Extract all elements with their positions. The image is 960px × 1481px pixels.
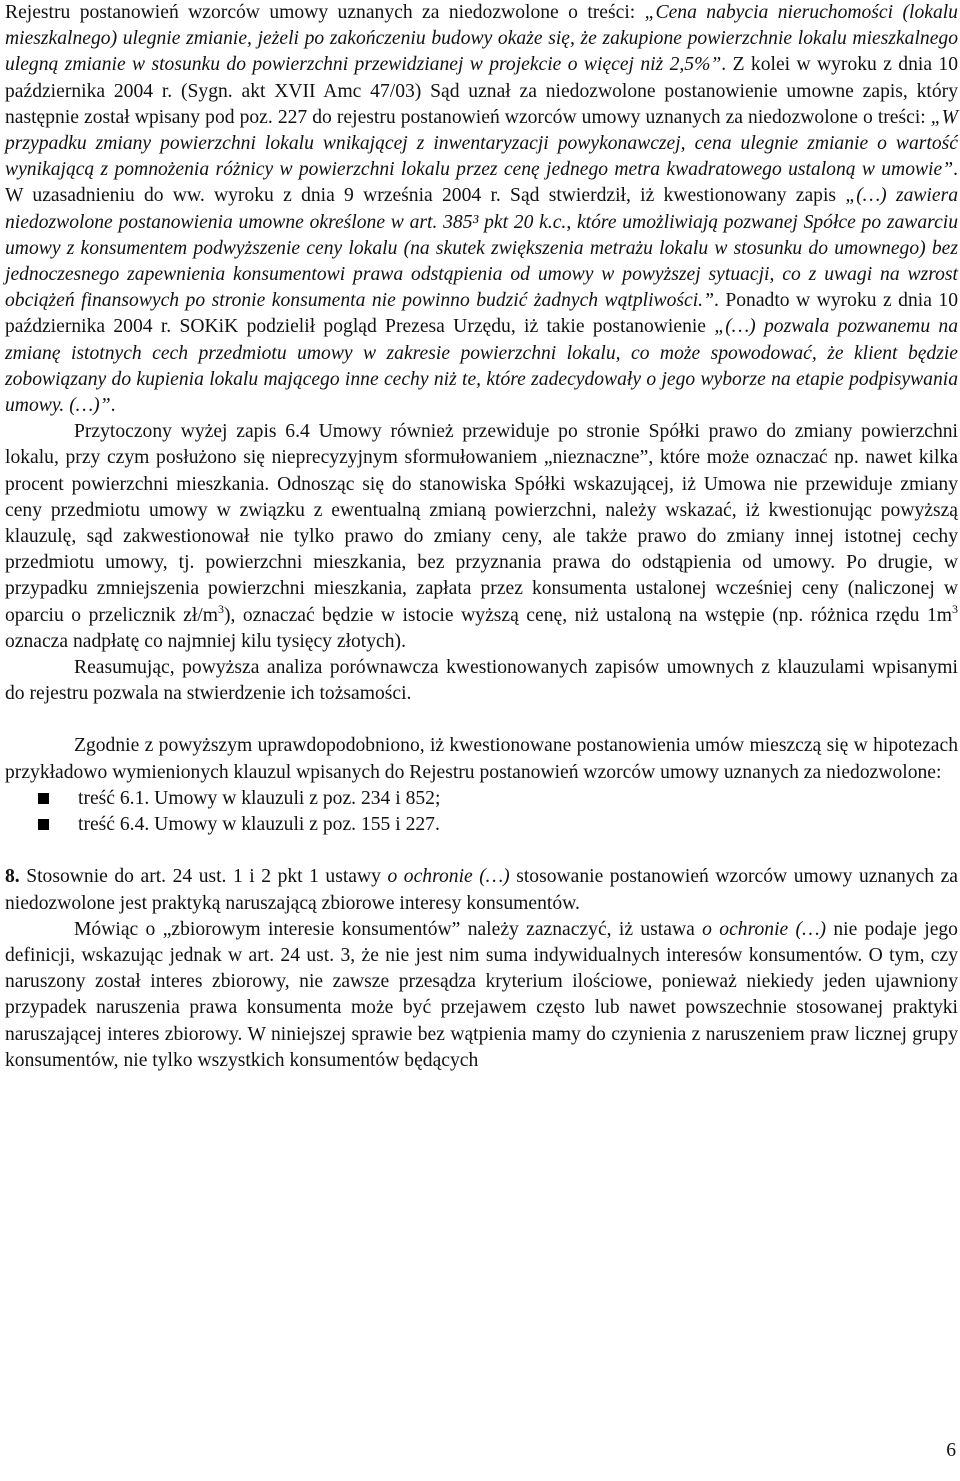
spacer bbox=[5, 707, 958, 733]
text-run: . bbox=[110, 395, 116, 417]
page-number: 6 bbox=[946, 1440, 956, 1461]
text-run: . W uzasadnieniu do ww. wyroku z dnia 9 września 2004 r. Sąd stwierdził, iż kwestionowany zapis bbox=[5, 159, 958, 207]
clause-text: treść 6.1. Umowy w klauzuli z poz. 234 i 852; bbox=[78, 787, 441, 809]
text-run: , bbox=[566, 211, 577, 233]
italic-text: o ochronie (…) bbox=[387, 866, 510, 888]
italic-text: „W przypadku zmiany powierzchni lokalu wnikającej z inwentaryzacji powykonawczej, cena ulegnie zmianie o wartość wynikającą z pomnożenia różnicy w powierzchni lokalu przez cenę jednego metra kwadratowego ustaloną w umowie” bbox=[5, 106, 958, 181]
italic-text: „(…) pozwala pozwanemu na zmianę istotnych cech przedmiotu umowy w zakresie powierzchni lokalu, co może spowodować, że klient będzie zobowiązany do kupienia lokalu mającego inne cechy niż te, które zadecydowały o jego wyborze na etapie podpisywania umowy. (…)” bbox=[5, 316, 959, 417]
clause-list bbox=[5, 786, 958, 838]
text-run: nie podaje jego definicji, wskazując jednak w art. 24 ust. 3, że nie jest nim suma indywidualnych interesów konsumentów. O tym, czy naruszony został interes zbiorowy, nie zawsze przesądza kryterium ilościowe, ponieważ niekiedy jeden ujawniony przypadek naruszenia prawa konsumenta może być przejawem często lub nawet powszechnie stosowanej praktyki naruszającej interes zbiorowy. W niniejszej sprawie bez wątpienia mamy do czynienia z naruszeniem praw licznej grupy konsumentów, nie tylko wszystkich konsumentów będących bbox=[5, 918, 958, 1071]
superscript: 3 bbox=[952, 601, 958, 616]
superscript: 3 bbox=[217, 601, 224, 616]
italic-text: „(…) zawiera niedozwolone postanowienia umowne określone w art. 385³ pkt 20 k.c. bbox=[5, 185, 958, 233]
text-run: Stosownie do art. 24 ust. 1 i 2 pkt 1 ustawy bbox=[19, 866, 388, 888]
paragraph-zgodnie: Zgodnie z powyższym uprawdopodobniono, iż kwestionowane postanowienia umów mieszczą się w hipotezach przykładowo wymienionych klauzul wpisanych do Rejestru postanowień wzorców umowy uznanych za niedozwolone: bbox=[5, 735, 958, 783]
text-run: . Ponadto w wyroku z dnia 10 października 2004 r. SOKiK podzielił pogląd Prezesa Urzędu, iż takie postanowienie bbox=[5, 290, 958, 338]
clause-text: treść 6.4. Umowy w klauzuli z poz. 155 i 227. bbox=[78, 814, 440, 836]
text-run: Mówiąc o „zbiorowym interesie konsumentów” należy zaznaczyć, iż ustawa bbox=[74, 918, 703, 940]
text-run: stosowanie postanowień wzorców umowy uznanych za niedozwolone jest praktyką naruszającą zbiorowe interesy konsumentów. bbox=[5, 866, 958, 914]
italic-text: które umożliwiają pozwanej Spółce po zawarciu umowy z konsumentem podwyższenie ceny lokalu (na skutek zwiększenia metrażu lokalu w stosunku do umownego) bez jednoczesnego zapewnienia konsumentowi prawa odstąpienia od umowy w powyższej sytuacji, co z uwagi na wzrost obciążeń finansowych po stronie konsumenta nie powinno budzić żadnych wątpliwości.” bbox=[5, 211, 959, 312]
paragraph-zbiorowy-interes bbox=[5, 917, 958, 1074]
italic-text: o ochronie (…) bbox=[702, 918, 827, 940]
clause-list-item bbox=[5, 786, 958, 812]
section-8-text bbox=[5, 866, 958, 913]
text-run: Rejestru postanowień wzorców umowy uznanych za niedozwolone o treści: bbox=[5, 2, 645, 23]
italic-text: „Cena nabycia nieruchomości (lokalu mieszkalnego) ulegnie zmianie, jeżeli po zakończeniu budowy okaże się, że zakupione powierzchnie lokalu mieszkalnego ulegną zmianie w stosunku do powierzchni przewidzianej w projekcie o więcej niż 2,5%” bbox=[5, 2, 958, 76]
paragraph-reasumujac: Reasumując, powyższa analiza porównawcza kwestionowanych zapisów umownych z klauzulami wpisanymi do rejestru pozwala na stwierdzenie ich tożsamości. bbox=[5, 657, 958, 705]
spacer bbox=[5, 838, 958, 864]
section-number: 8. bbox=[5, 866, 20, 888]
paragraph-zapis-6-4 bbox=[5, 419, 958, 655]
clause-list-item bbox=[5, 812, 958, 838]
text-run: oznacza nadpłatę co najmniej kilu tysięcy złotych). bbox=[5, 630, 406, 652]
paragraph-rejestr bbox=[5, 0, 958, 419]
text-run: . Z kolei w wyroku z dnia 10 października 2004 r. (Sygn. akt XVII Amc 47/03) Sąd uznał za niedozwolone postanowienie umowne zapis, który następnie został wpisany pod poz. 227 do rejestru postanowień wzorców umowy uznanych za niedozwolone o treści: bbox=[5, 54, 958, 128]
text-run: Przytoczony wyżej zapis 6.4 Umowy również przewiduje po stronie Spółki prawo do zmiany powierzchni lokalu, przy czym posłużono się nieprecyzyjnym sformułowaniem „nieznaczne”, które może oznaczać np. nawet kilka procent powierzchni mieszkania. Odnosząc się do stanowiska Spółki wskazującej, iż Umowa nie przewiduje zmiany ceny przedmiotu umowy w związku z ewentualną zmianą powierzchni, należy wskazać, iż kwestionując powyższą klauzulę, sąd zakwestionował nie tylko prawo do zmiany ceny, ale także prawo do zmiany innej istotnej cechy przedmiotu umowy, tj. powierzchni mieszkania, bez przyznania prawa do odstąpienia od umowy. Po drugie, w przypadku zmniejszenia powierzchni mieszkania, zapłata przez konsumenta ustalonej wcześniej ceny (naliczonej w oparciu o przelicznik zł/m bbox=[5, 421, 958, 626]
square-bullet-icon bbox=[38, 793, 49, 804]
square-bullet-icon bbox=[38, 819, 49, 830]
text-run: ), oznaczać będzie w istocie wyższą cenę, niż ustaloną na wstępie (np. różnica rzędu 1m bbox=[223, 604, 952, 626]
section-8 bbox=[5, 864, 958, 916]
document-page bbox=[5, 0, 958, 1074]
